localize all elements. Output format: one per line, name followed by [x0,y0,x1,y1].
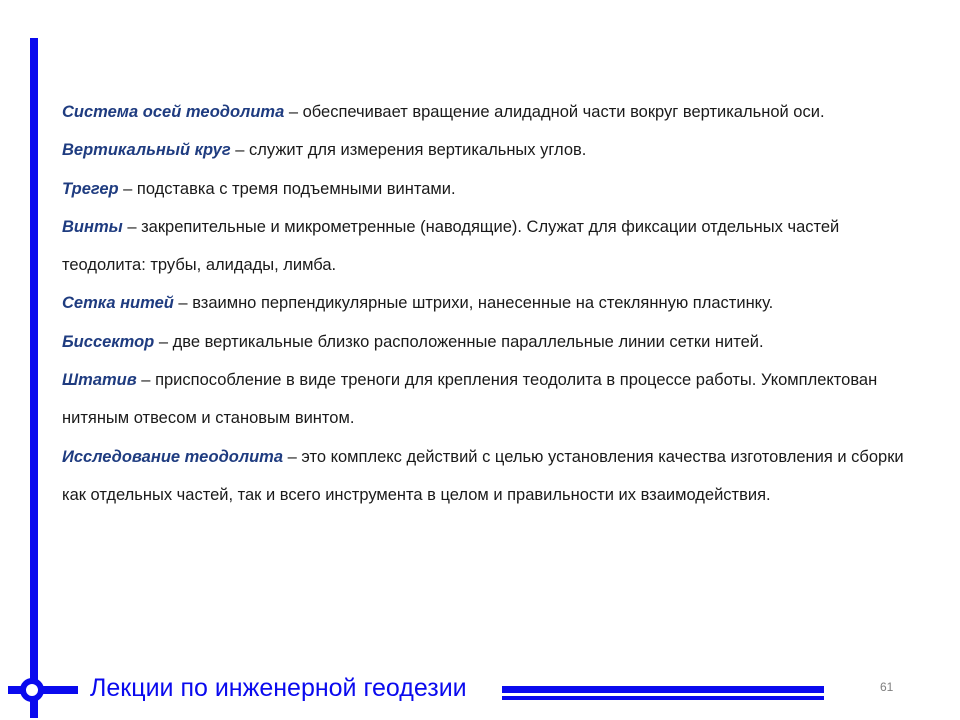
term: Винты [62,217,123,236]
term: Система осей теодолита [62,103,285,121]
footer-title: Лекции по инженерной геодезии [90,674,467,702]
paragraph-screws [62,208,922,285]
page-number: 61 [880,680,894,694]
paragraph-tripod [62,361,922,438]
left-vertical-bar [30,38,38,718]
paragraph-vertical-circle [62,131,922,169]
paragraph-reticle [62,284,922,322]
paragraph-bisector [62,323,922,361]
definition: – это комплекс действий с целью установления качества изготовления и сборки как отдельных частей, так и всего инструмента в целом и правильности их взаимодействия. [62,447,904,504]
paragraph-axis-system [62,93,922,131]
paragraph-tribrach [62,170,922,208]
term: Трегер [62,179,119,198]
footer-right-bar-thin [502,696,824,700]
term: Исследование теодолита [62,447,284,466]
term: Штатив [62,371,137,390]
paragraph-theodolite-study [62,438,922,515]
footer-circle-ornament [20,678,44,702]
term: Биссектор [62,332,155,351]
footer-right-bar-thick [502,686,824,693]
definition: – взаимно перпендикулярные штрихи, нанесенные на стеклянную пластинку. [173,294,774,313]
definition: – подставка с тремя подъемными винтами. [118,179,456,198]
definition: – закрепительные и микрометренные (наводящие). Служат для фиксации отдельных частей теодолита: трубы, алидады, лимба. [62,217,840,275]
definition: – две вертикальные близко расположенные параллельные линии сетки нитей. [154,332,764,351]
term: Вертикальный круг [62,141,231,160]
term: Сетка нитей [62,294,174,313]
definition: – приспособление в виде треноги для крепления теодолита в процессе работы. Укомплектован нитяным отвесом и становым винтом. [62,371,878,428]
definition: – обеспечивает вращение алидадной части вокруг вертикальной оси. [284,103,825,121]
slide-content [62,93,922,514]
definition: – служит для измерения вертикальных углов. [230,141,587,160]
